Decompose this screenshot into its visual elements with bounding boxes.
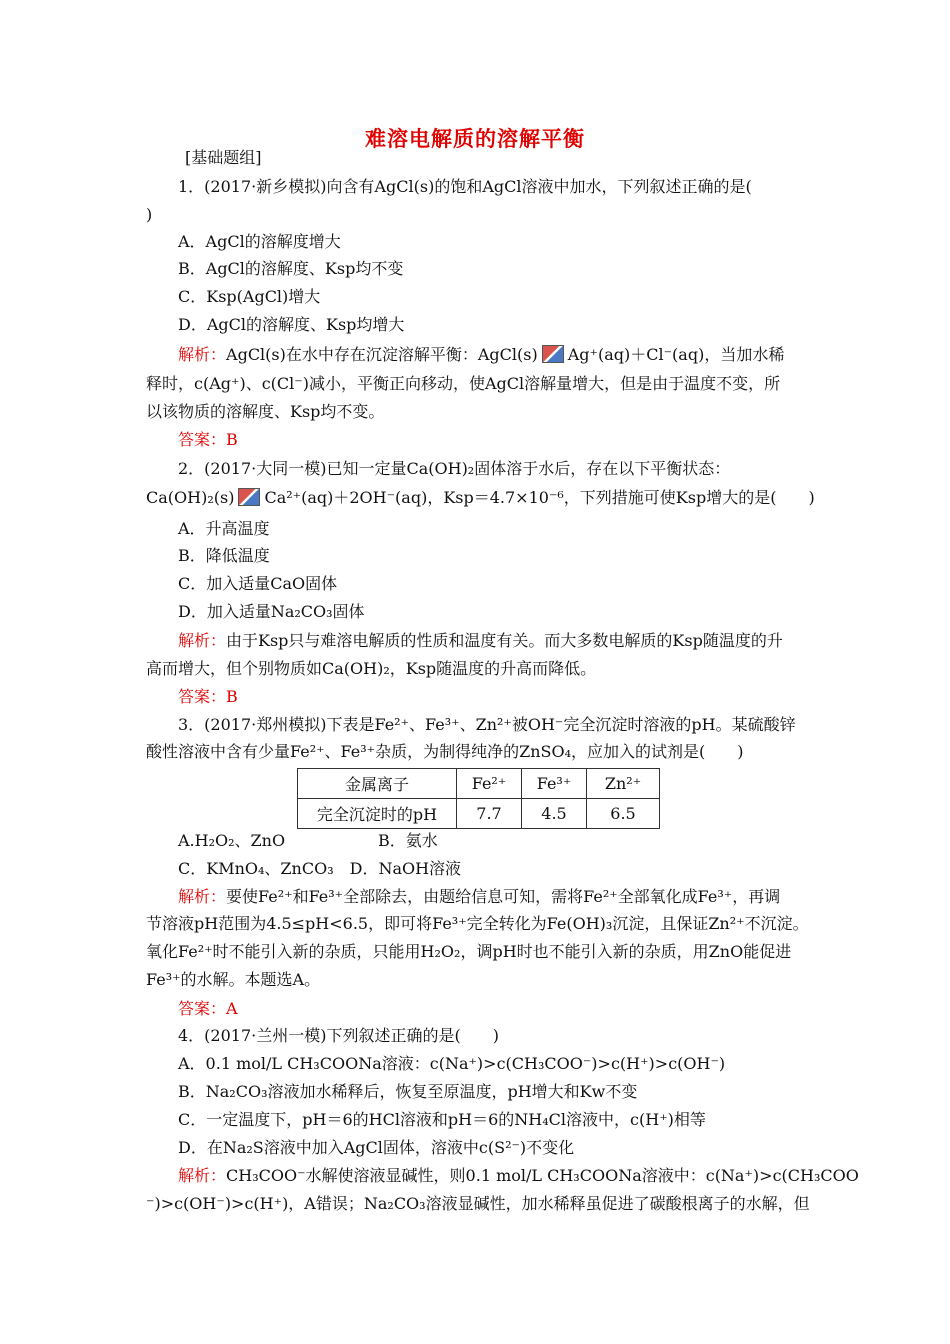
q3-analysis-line-2: 节溶液pH范围为4.5≤pH<6.5，即可将Fe³⁺完全转化为Fe(OH)₃沉淀，且保证Zn²⁺不沉淀。 [146, 914, 809, 933]
table-cell: 4.5 [522, 799, 587, 829]
q2-answer: 答案：B [178, 687, 238, 706]
q2-stem-2b: Ca²⁺(aq)＋2OH⁻(aq)，Ksp＝4.7×10⁻⁶，下列措施可使Ksp增大的是( ) [264, 488, 815, 507]
analysis-label: 解析： [178, 345, 227, 364]
q1-option-b: B．AgCl的溶解度、Ksp均不变 [178, 259, 404, 278]
q1-stem: 1．(2017·新乡模拟)向含有AgCl(s)的饱和AgCl溶液中加水，下列叙述正确的是( [178, 177, 752, 196]
precipitation-ph-table [297, 768, 660, 829]
q1-option-a: A．AgCl的溶解度增大 [178, 232, 341, 251]
q3-option-cd: C．KMnO₄、ZnCO₃ D．NaOH溶液 [178, 859, 462, 878]
q3-analysis-line-4: Fe³⁺的水解。本题选A。 [146, 970, 321, 989]
q2-analysis-line-2: 高而增大，但个别物质如Ca(OH)₂，Ksp随温度的升高而降低。 [146, 659, 597, 678]
q4-option-b: B．Na₂CO₃溶液加水稀释后，恢复至原温度，pH增大和Kw不变 [178, 1082, 638, 1101]
q2-stem-2 [146, 487, 815, 509]
q4-analysis-line-1 [178, 1165, 859, 1187]
group-label: [基础题组] [185, 148, 262, 167]
analysis-label: 解析： [178, 1166, 227, 1185]
q4-option-d: D．在Na₂S溶液中加入AgCl固体，溶液中c(S²⁻)不变化 [178, 1138, 575, 1157]
q3-option-b: B．氨水 [378, 831, 438, 850]
q1-option-d: D．AgCl的溶解度、Ksp均增大 [178, 315, 405, 334]
q3-analysis-line-3: 氧化Fe²⁺时不能引入新的杂质，只能用H₂O₂，调pH时也不能引入新的杂质，用ZnO能促进 [146, 942, 792, 961]
q3-answer: 答案：A [178, 999, 238, 1018]
q2-option-c: C．加入适量CaO固体 [178, 574, 338, 593]
q4-option-c: C．一定温度下，pH＝6的HCl溶液和pH＝6的NH₄Cl溶液中，c(H⁺)相等 [178, 1110, 706, 1129]
q1-analysis-line-3: 以该物质的溶解度、Ksp均不变。 [146, 402, 385, 421]
q2-option-b: B．降低温度 [178, 546, 270, 565]
page-title: 难溶电解质的溶解平衡 [365, 127, 585, 151]
q2-option-d: D．加入适量Na₂CO₃固体 [178, 602, 365, 621]
table-cell: Zn²⁺ [587, 769, 660, 799]
q3-stem-1: 3．(2017·郑州模拟)下表是Fe²⁺、Fe³⁺、Zn²⁺被OH⁻完全沉淀时溶液的pH。某硫酸锌 [178, 715, 796, 734]
table-cell: 6.5 [587, 799, 660, 829]
table-cell: 完全沉淀时的pH [298, 799, 457, 829]
q2-analysis-line-1 [178, 630, 783, 652]
q1-stem-close: ) [146, 205, 153, 224]
q1-analysis-line-2: 释时，c(Ag⁺)、c(Cl⁻)减小，平衡正向移动，使AgCl溶解量增大，但是由于温度不变，所 [146, 374, 781, 393]
analysis-label: 解析： [178, 887, 227, 906]
q4-stem: 4．(2017·兰州一模)下列叙述正确的是( ) [178, 1026, 499, 1045]
table-cell: 金属离子 [298, 769, 457, 799]
q4-analysis-text-1: CH₃COO⁻水解使溶液显碱性，则0.1 mol/L CH₃COONa溶液中：c(Na⁺)>c(CH₃COO [226, 1166, 859, 1185]
q1-analysis-text-a: AgCl(s)在水中存在沉淀溶解平衡：AgCl(s) [226, 345, 538, 364]
q3-analysis-line-1 [178, 886, 780, 908]
q4-option-a: A．0.1 mol/L CH₃COONa溶液：c(Na⁺)>c(CH₃COO⁻)>c(H⁺)>c(OH⁻) [178, 1054, 726, 1073]
q2-stem-2a: Ca(OH)₂(s) [146, 488, 235, 507]
q3-option-a: A.H₂O₂、ZnO [178, 831, 286, 850]
table-header-row [298, 769, 660, 799]
q2-analysis-text-1: 由于Ksp只与难溶电解质的性质和温度有关。而大多数电解质的Ksp随温度的升 [226, 631, 783, 650]
q1-option-c: C．Ksp(AgCl)增大 [178, 287, 321, 306]
q1-answer: 答案：B [178, 430, 238, 449]
q3-stem-2: 酸性溶液中含有少量Fe²⁺、Fe³⁺杂质，为制得纯净的ZnSO₄，应加入的试剂是( ) [146, 742, 744, 761]
table-row [298, 799, 660, 829]
equilibrium-arrow-icon [542, 345, 564, 363]
q3-analysis-text-1: 要使Fe²⁺和Fe³⁺全部除去，由题给信息可知，需将Fe²⁺全部氧化成Fe³⁺，再调 [226, 887, 781, 906]
table-cell: Fe²⁺ [457, 769, 522, 799]
analysis-label: 解析： [178, 631, 227, 650]
table-cell: Fe³⁺ [522, 769, 587, 799]
q1-analysis-text-b: Ag⁺(aq)＋Cl⁻(aq)，当加水稀 [567, 345, 785, 364]
q2-option-a: A．升高温度 [178, 519, 270, 538]
q4-analysis-line-2: ⁻)>c(OH⁻)>c(H⁺)，A错误；Na₂CO₃溶液显碱性，加水稀释虽促进了碳酸根离子的水解，但 [146, 1194, 810, 1213]
q1-analysis-line-1 [178, 344, 784, 366]
table-cell: 7.7 [457, 799, 522, 829]
q2-stem-1: 2．(2017·大同一模)已知一定量Ca(OH)₂固体溶于水后，存在以下平衡状态： [178, 459, 731, 478]
equilibrium-arrow-icon [238, 488, 260, 506]
